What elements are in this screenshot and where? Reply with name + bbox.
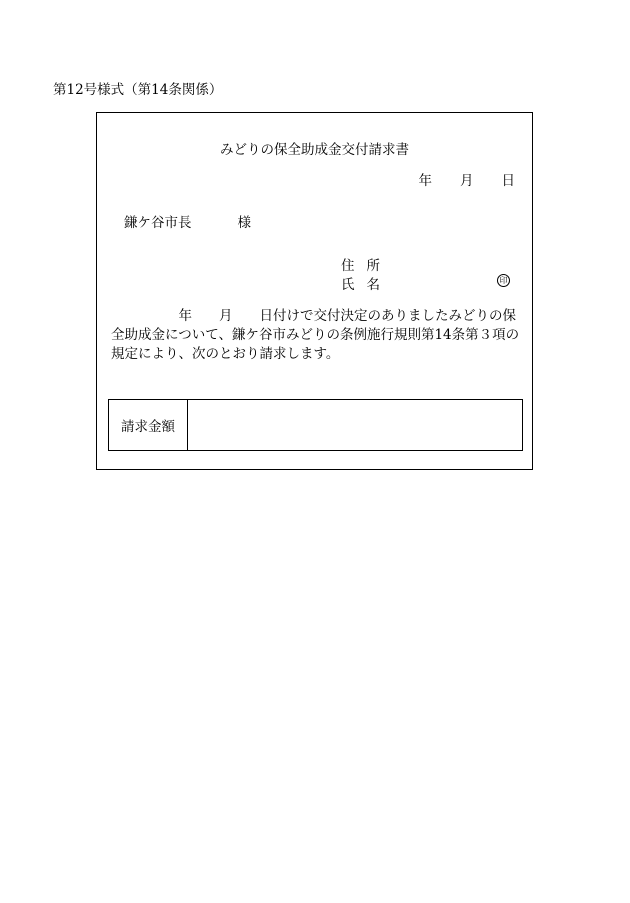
amount-table <box>108 399 523 451</box>
request-body-text: 年 月 日付けで交付決定のありましたみどりの保全助成金について、鎌ケ谷市みどりの条例施行規則第14条第３項の規定により、次のとおり請求します。 <box>111 308 520 362</box>
name-label-1: 氏 <box>341 277 355 293</box>
address-label-1: 住 <box>341 258 355 274</box>
request-form <box>96 112 533 470</box>
address-field <box>341 254 380 274</box>
amount-value-field[interactable] <box>188 400 522 450</box>
form-number: 第12号様式（第14条関係） <box>53 82 223 98</box>
form-title: みどりの保全助成金交付請求書 <box>220 142 409 158</box>
addressee <box>124 211 251 231</box>
date-day-label: 日 <box>501 173 515 189</box>
name-label-2: 名 <box>366 277 380 293</box>
seal-mark: 印 <box>497 274 510 287</box>
date-year-label: 年 <box>418 173 432 189</box>
address-label-2: 所 <box>366 258 380 274</box>
date-line <box>419 169 516 189</box>
date-month-label: 月 <box>460 173 474 189</box>
addressee-name: 鎌ケ谷市長 <box>124 215 192 231</box>
amount-label: 請求金額 <box>109 400 188 450</box>
name-field <box>341 273 380 293</box>
addressee-honorific: 様 <box>237 215 251 231</box>
